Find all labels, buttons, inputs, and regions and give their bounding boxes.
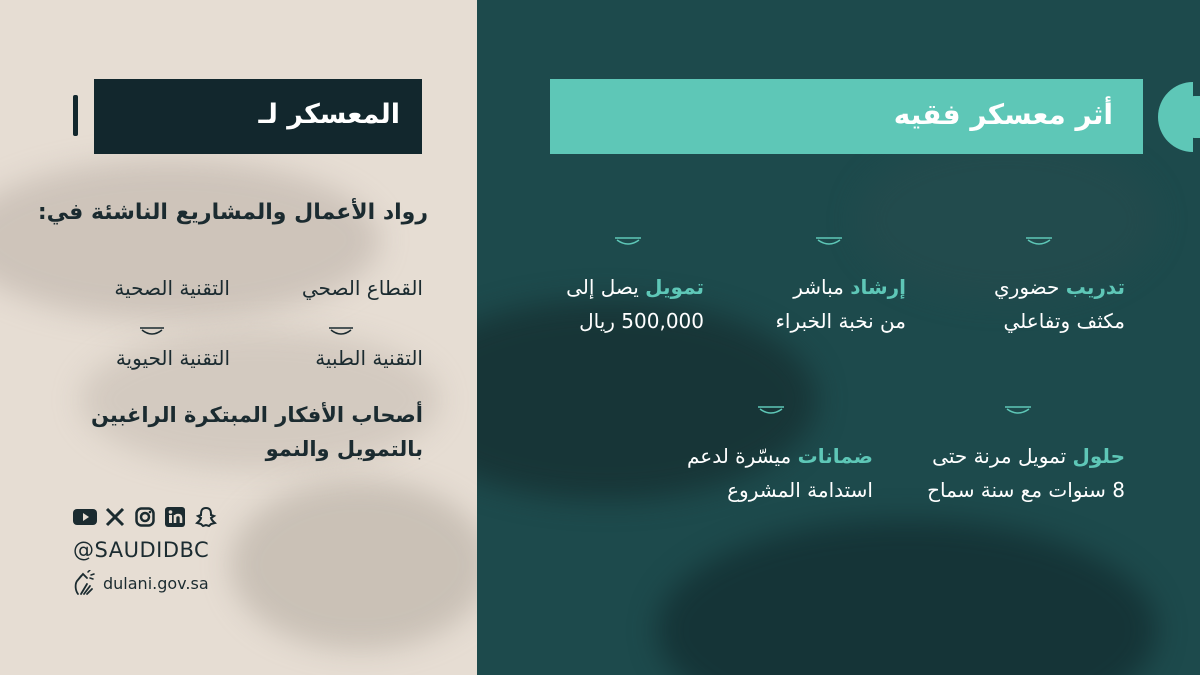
- impact-mentoring: [793, 275, 906, 299]
- half-circle-icon: [1156, 82, 1193, 152]
- impact-mentoring-line2: من نخبة الخبراء: [775, 309, 906, 333]
- website-link[interactable]: dulani.gov.sa: [103, 574, 209, 593]
- left-panel: [0, 0, 477, 675]
- header-accent-bar: [73, 95, 78, 136]
- bowl-divider-icon: [614, 236, 642, 248]
- bowl-divider-icon: [757, 405, 785, 417]
- sector-health: القطاع الصحي: [301, 276, 423, 300]
- impact-solutions-line2: 8 سنوات مع سنة سماح: [927, 478, 1125, 502]
- right-header-title: أثر معسكر فقيه: [893, 98, 1113, 131]
- youtube-icon[interactable]: [73, 508, 97, 526]
- intro-text: رواد الأعمال والمشاريع الناشئة في:: [37, 200, 428, 225]
- left-header-title: المعسكر لـ: [258, 99, 400, 130]
- left-header-box: [94, 79, 422, 154]
- impact-text: يصل إلى: [566, 275, 646, 299]
- right-header-box: [550, 79, 1143, 154]
- impact-text: حضوري: [994, 275, 1066, 299]
- impact-training-line2: مكثف وتفاعلي: [1003, 309, 1125, 333]
- sector-bio-tech: التقنية الحيوية: [115, 346, 230, 370]
- impact-funding-line2: 500,000 ريال: [579, 309, 704, 333]
- bowl-divider-icon: [139, 326, 165, 338]
- impact-guarantees: [687, 444, 873, 468]
- background-smudge: [657, 520, 1157, 675]
- impact-text: مباشر: [793, 275, 851, 299]
- innovators-line2: بالتمويل والنمو: [265, 437, 423, 461]
- impact-funding: [566, 275, 704, 299]
- impact-keyword: حلول: [1072, 444, 1125, 468]
- background-smudge: [230, 480, 477, 650]
- header-accent-bar: [1191, 96, 1200, 138]
- impact-guarantees-line2: استدامة المشروع: [727, 478, 873, 502]
- social-icons: [73, 506, 218, 528]
- bowl-divider-icon: [1025, 236, 1053, 248]
- impact-training: [994, 275, 1125, 299]
- impact-keyword: ضمانات: [797, 444, 873, 468]
- instagram-icon[interactable]: [135, 507, 155, 527]
- x-icon[interactable]: [105, 507, 125, 527]
- sector-medical-tech: التقنية الطبية: [315, 346, 423, 370]
- impact-keyword: تمويل: [645, 275, 704, 299]
- innovators-line1: أصحاب الأفكار المبتكرة الراغبين: [90, 403, 423, 427]
- bowl-divider-icon: [1004, 405, 1032, 417]
- impact-keyword: تدريب: [1065, 275, 1125, 299]
- sector-health-tech: التقنية الصحية: [114, 276, 230, 300]
- impact-text: ميسّرة لدعم: [686, 444, 798, 468]
- social-handle[interactable]: @SAUDIDBC: [73, 538, 210, 562]
- linkedin-icon[interactable]: [165, 507, 185, 527]
- impact-text: تمويل مرنة حتى: [932, 444, 1073, 468]
- impact-solutions: [932, 444, 1125, 468]
- impact-keyword: إرشاد: [850, 275, 906, 299]
- hand-wave-icon: [73, 570, 95, 596]
- bowl-divider-icon: [815, 236, 843, 248]
- bowl-divider-icon: [328, 326, 354, 338]
- snapchat-icon[interactable]: [195, 506, 217, 528]
